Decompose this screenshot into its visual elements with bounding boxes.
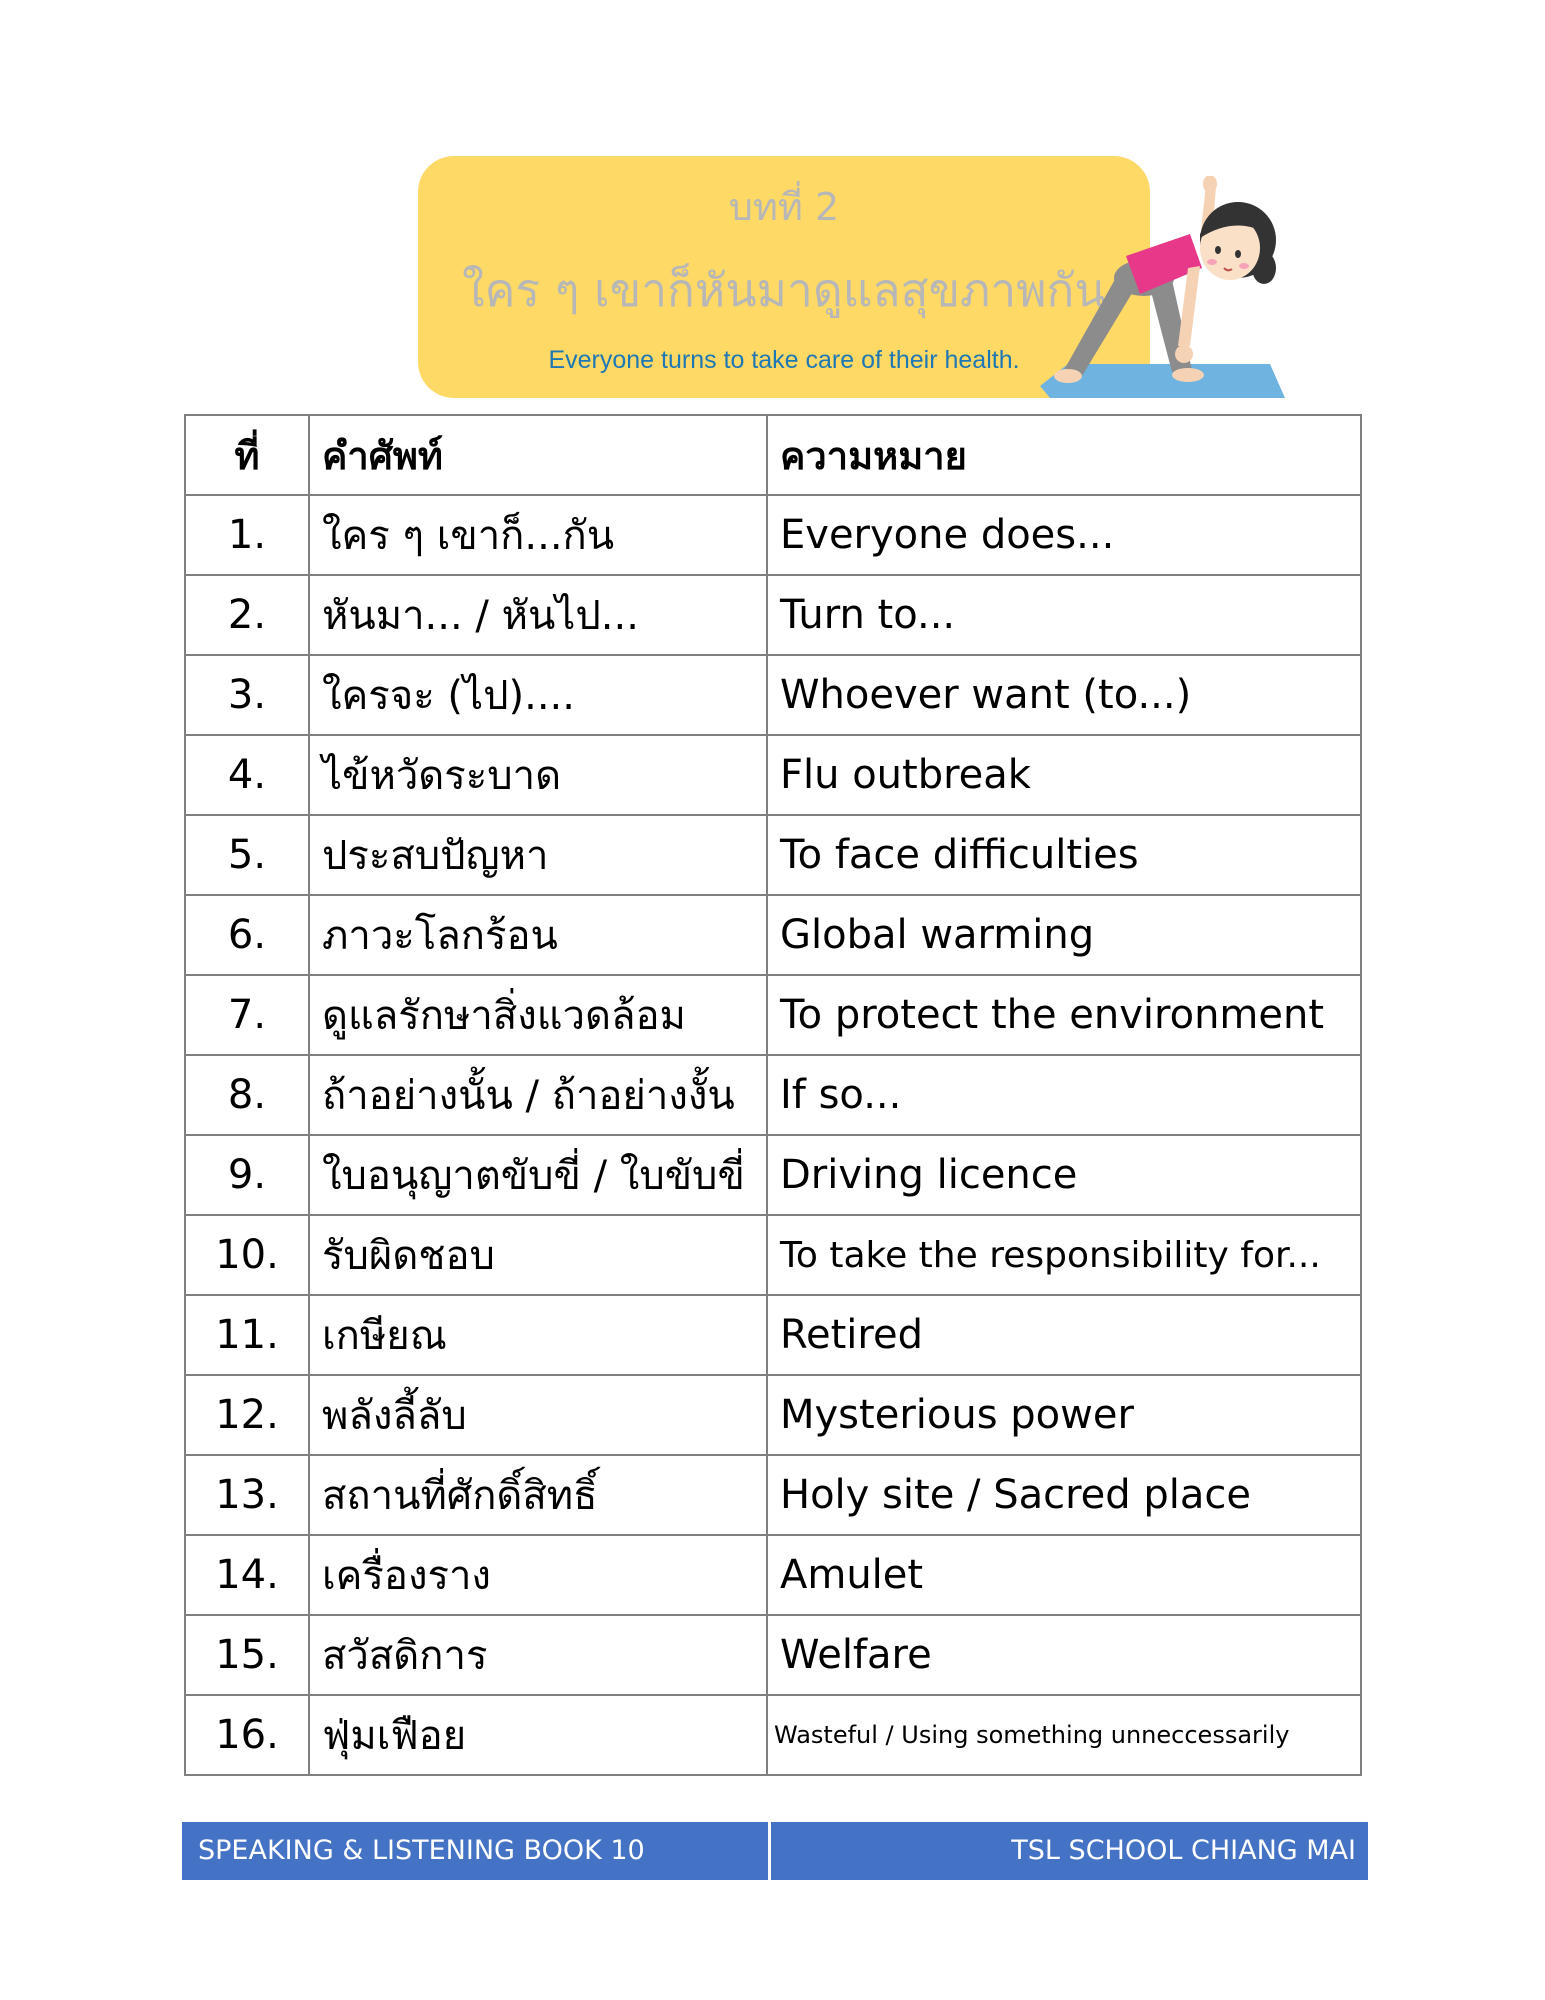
thai-word: ใบอนุญาตขับขี่ / ใบขับขี่ xyxy=(309,1135,767,1215)
english-meaning: Flu outbreak xyxy=(767,735,1361,815)
table-row xyxy=(185,975,1361,1055)
lesson-title: ใคร ๆ เขาก็หันมาดูแลสุขภาพกัน xyxy=(462,263,1106,317)
english-meaning: Whoever want (to...) xyxy=(767,655,1361,735)
row-number: 11. xyxy=(185,1295,309,1375)
thai-word: รับผิดชอบ xyxy=(309,1215,767,1295)
table-row xyxy=(185,1695,1361,1775)
row-number: 13. xyxy=(185,1455,309,1535)
thai-word: สวัสดิการ xyxy=(309,1615,767,1695)
table-row xyxy=(185,1455,1361,1535)
thai-word: เกษียณ xyxy=(309,1295,767,1375)
table-row xyxy=(185,1135,1361,1215)
header-number: ที่ xyxy=(185,415,309,495)
table-row xyxy=(185,1055,1361,1135)
vocabulary-table xyxy=(184,414,1362,1776)
english-meaning: To take the responsibility for... xyxy=(767,1215,1361,1295)
row-number: 16. xyxy=(185,1695,309,1775)
english-meaning: Amulet xyxy=(767,1535,1361,1615)
row-number: 2. xyxy=(185,575,309,655)
thai-word: หันมา... / หันไป... xyxy=(309,575,767,655)
thai-word: เครื่องราง xyxy=(309,1535,767,1615)
page-footer xyxy=(182,1822,1368,1880)
table-header-row xyxy=(185,415,1361,495)
table-row xyxy=(185,1295,1361,1375)
thai-word: ถ้าอย่างนั้น / ถ้าอย่างงั้น xyxy=(309,1055,767,1135)
english-meaning: Holy site / Sacred place xyxy=(767,1455,1361,1535)
english-meaning: To protect the environment xyxy=(767,975,1361,1055)
english-meaning: Driving licence xyxy=(767,1135,1361,1215)
thai-word: สถานที่ศักดิ์สิทธิ์ xyxy=(309,1455,767,1535)
row-number: 9. xyxy=(185,1135,309,1215)
english-meaning: Retired xyxy=(767,1295,1361,1375)
row-number: 7. xyxy=(185,975,309,1055)
thai-word: ไข้หวัดระบาด xyxy=(309,735,767,815)
table-row xyxy=(185,1375,1361,1455)
footer-book-title: SPEAKING & LISTENING BOOK 10 xyxy=(198,1835,645,1866)
row-number: 8. xyxy=(185,1055,309,1135)
thai-word: ประสบปัญหา xyxy=(309,815,767,895)
thai-word: ภาวะโลกร้อน xyxy=(309,895,767,975)
footer-divider xyxy=(768,1822,771,1880)
english-meaning: Global warming xyxy=(767,895,1361,975)
row-number: 5. xyxy=(185,815,309,895)
table-row xyxy=(185,1535,1361,1615)
thai-word: ดูแลรักษาสิ่งแวดล้อม xyxy=(309,975,767,1055)
english-meaning: To face difficulties xyxy=(767,815,1361,895)
table-row xyxy=(185,735,1361,815)
footer-school-name: TSL SCHOOL CHIANG MAI xyxy=(1011,1835,1356,1866)
lesson-number: บทที่ 2 xyxy=(728,185,840,229)
row-number: 4. xyxy=(185,735,309,815)
row-number: 1. xyxy=(185,495,309,575)
row-number: 12. xyxy=(185,1375,309,1455)
girl-doing-yoga-triangle-pose-icon xyxy=(1040,176,1290,402)
row-number: 10. xyxy=(185,1215,309,1295)
english-meaning: If so... xyxy=(767,1055,1361,1135)
row-number: 15. xyxy=(185,1615,309,1695)
thai-word: ฟุ่มเฟือย xyxy=(309,1695,767,1775)
table-row xyxy=(185,655,1361,735)
table-row xyxy=(185,495,1361,575)
thai-word: ใครจะ (ไป).... xyxy=(309,655,767,735)
thai-word: ใคร ๆ เขาก็...กัน xyxy=(309,495,767,575)
table-row xyxy=(185,895,1361,975)
english-meaning: Everyone does... xyxy=(767,495,1361,575)
header-meaning: ความหมาย xyxy=(767,415,1361,495)
thai-word: พลังลี้ลับ xyxy=(309,1375,767,1455)
header-word: คำศัพท์ xyxy=(309,415,767,495)
lesson-subtitle: Everyone turns to take care of their health. xyxy=(548,346,1020,374)
table-row xyxy=(185,575,1361,655)
english-meaning: Wasteful / Using something unneccessarily xyxy=(767,1695,1361,1775)
table-row xyxy=(185,815,1361,895)
row-number: 3. xyxy=(185,655,309,735)
row-number: 6. xyxy=(185,895,309,975)
table-row xyxy=(185,1615,1361,1695)
table-row xyxy=(185,1215,1361,1295)
row-number: 14. xyxy=(185,1535,309,1615)
english-meaning: Welfare xyxy=(767,1615,1361,1695)
english-meaning: Mysterious power xyxy=(767,1375,1361,1455)
english-meaning: Turn to... xyxy=(767,575,1361,655)
